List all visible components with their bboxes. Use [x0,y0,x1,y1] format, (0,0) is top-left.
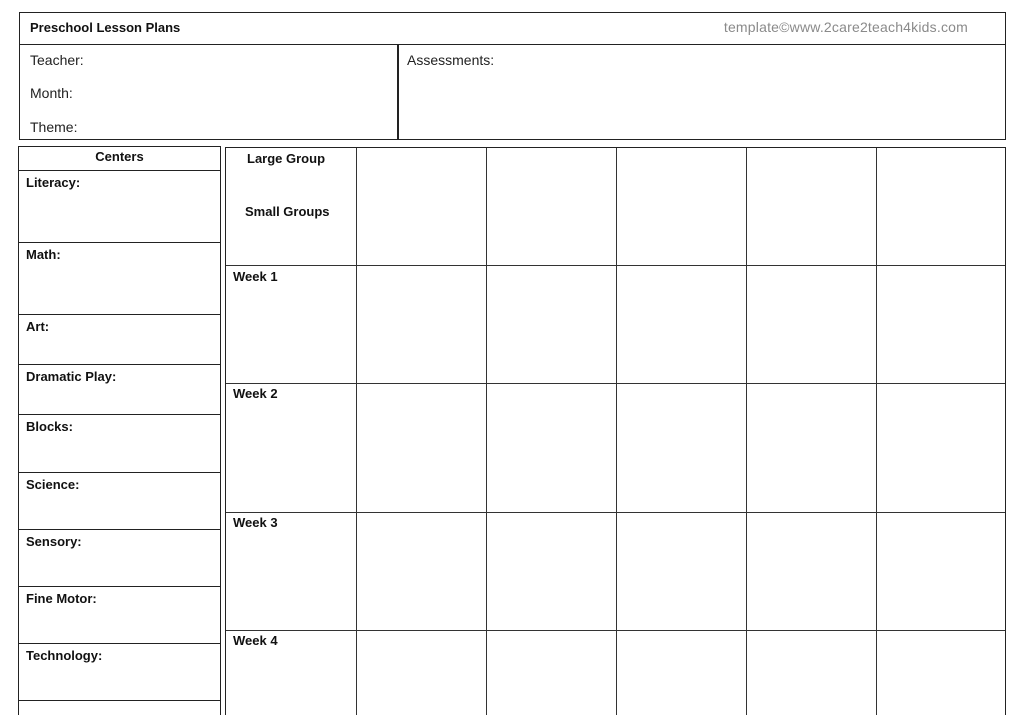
schedule-grid [225,147,1006,715]
grid-row-line [226,630,1005,631]
center-label: Sensory: [26,534,82,549]
center-label: Blocks: [26,419,73,434]
teacher-field[interactable]: Teacher: [30,52,84,68]
assessments-field[interactable]: Assessments: [407,52,495,68]
center-label: Math: [26,247,61,262]
header-bar [19,12,1006,45]
week-2-label: Week 2 [233,386,278,401]
center-label: Art: [26,319,50,334]
center-label: Technology: [26,648,103,663]
center-row-dramatic-play[interactable] [19,364,220,414]
centers-column [18,146,221,715]
centers-heading: Centers [95,149,144,164]
center-label: Science: [26,477,80,492]
grid-row-line [226,512,1005,513]
center-row-technology[interactable] [19,643,220,700]
page-title: Preschool Lesson Plans [30,20,181,35]
center-row-sensory[interactable] [19,529,220,586]
center-label: Literacy: [26,175,81,190]
center-row-fine-motor[interactable] [19,586,220,643]
large-group-label: Large Group [247,151,326,166]
info-box [19,44,1006,140]
center-row-literacy[interactable] [19,170,220,242]
small-groups-label: Small Groups [245,204,330,219]
week-3-label: Week 3 [233,515,278,530]
month-field[interactable]: Month: [30,85,73,101]
week-4-label: Week 4 [233,633,278,648]
center-row-science[interactable] [19,472,220,529]
center-label: Dramatic Play: [26,369,117,384]
center-row-blank[interactable] [19,700,220,715]
theme-field[interactable]: Theme: [30,119,78,135]
grid-row-line [226,265,1005,266]
center-row-blocks[interactable] [19,414,220,472]
center-row-art[interactable] [19,314,220,364]
week-1-label: Week 1 [233,269,278,284]
template-credit: template©www.2care2teach4kids.com [723,19,968,35]
grid-row-line [226,383,1005,384]
center-label: Fine Motor: [26,591,97,606]
info-divider [397,45,399,139]
center-row-math[interactable] [19,242,220,314]
